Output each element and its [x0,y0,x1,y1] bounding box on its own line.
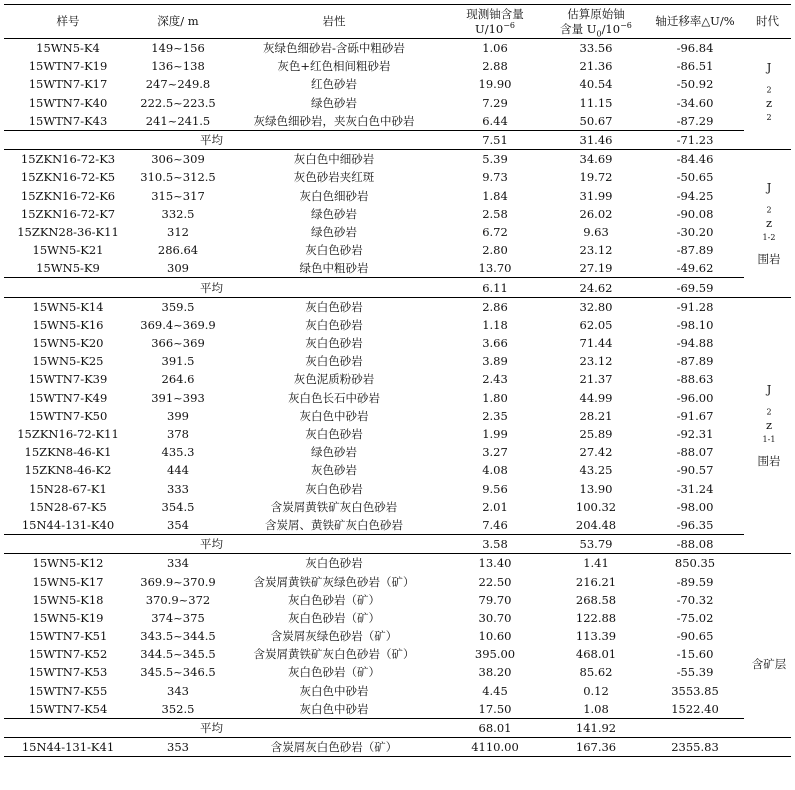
table-row [4,150,791,169]
cell-original-u: 21.37 [579,372,613,387]
cell-lithology: 灰白色长石中砂岩 [288,390,380,405]
average-row [4,718,791,737]
cell-lithology: 灰绿色细砂岩，夹灰白色中砂岩 [253,113,415,128]
cell-original-u: 62.05 [579,317,613,332]
era-suffix-text: 围岩 [757,454,781,469]
cell-original-u: 34.69 [546,150,646,169]
cell-migration-rate: 2355.83 [646,738,744,757]
header-migration-rate: 轴迁移率△U/% [646,5,744,39]
cell-lithology: 灰白色砂岩 [305,243,363,258]
header-era: 时代 [744,5,791,39]
cell-depth: 359.5 [132,297,224,316]
cell-sample: 15ZKN16-72-K6 [20,188,116,203]
cell-migration-rate: -90.08 [676,206,714,221]
cell-measured-u: 13.40 [444,554,546,573]
cell-measured-u: 2.43 [482,372,508,387]
table-row [4,259,791,278]
cell-lithology: 灰白色砂岩 [224,297,444,316]
cell-sample: 15WN5-K4 [36,41,100,56]
table-row [4,112,791,131]
era-main-text: J [766,382,772,397]
cell-migration-rate: -98.10 [676,317,714,332]
cell-migration-rate: -87.89 [676,354,714,369]
table-row [4,352,791,370]
cell-depth: 399 [167,408,189,423]
cell-lithology: 灰白色中砂岩 [299,408,369,423]
cell-depth: 345.5~346.5 [140,665,216,680]
cell-migration-rate: -31.24 [676,481,714,496]
cell-sample: 15WN5-K17 [32,574,104,589]
cell-measured-u: 7.46 [482,517,508,532]
table-row [4,75,791,93]
era-z-text: z [765,418,773,433]
cell-lithology: 含炭屑灰绿色砂岩（矿） [270,629,398,644]
era-cell [744,554,791,738]
header-original-u: 估算原始铀 含量 $U_0/10^{-6}$ [546,5,646,39]
table-row [4,389,791,407]
cell-measured-u: 1.06 [482,41,508,56]
cell-depth: 343.5~344.5 [140,629,216,644]
table-row [4,498,791,516]
cell-sample: 15ZKN16-72-K7 [20,206,116,221]
cell-lithology: 含炭屑黄铁矿灰白色砂岩（矿） [253,647,415,662]
cell-depth: 354.5 [161,499,195,514]
avg-migration-rate: -69.59 [646,278,744,297]
avg-measured-u: 68.01 [444,718,546,737]
cell-depth: 286.64 [157,243,199,258]
cell-migration-rate: -50.65 [676,170,714,185]
cell-lithology: 灰白色中砂岩 [299,683,369,698]
cell-measured-u: 2.01 [482,499,508,514]
cell-depth: 309 [167,261,189,276]
table-row [4,609,791,627]
cell-migration-rate: 850.35 [646,554,744,573]
cell-migration-rate: 3553.85 [671,683,719,698]
uranium-migration-table [4,4,791,757]
cell-original-u: 1.08 [583,701,609,716]
table-row [4,645,791,663]
cell-sample: 15WN5-K19 [32,610,104,625]
cell-original-u: 13.90 [579,481,613,496]
cell-sample: 15WTN7-K40 [28,95,108,110]
table-row [4,39,791,58]
cell-depth: 136~138 [151,59,205,74]
cell-measured-u: 1.99 [482,427,508,442]
cell-original-u: 85.62 [579,665,613,680]
table-row [4,94,791,112]
table-row [4,334,791,352]
cell-original-u: 33.56 [579,41,613,56]
cell-lithology: 灰白色砂岩 [305,336,363,351]
cell-depth: 241~241.5 [145,113,211,128]
cell-depth: 366~369 [151,336,205,351]
cell-measured-u: 10.60 [478,629,512,644]
cell-original-u: 71.44 [579,336,613,351]
table-row [4,480,791,498]
average-row [4,278,791,297]
cell-measured-u: 3.27 [482,445,508,460]
cell-measured-u: 2.88 [482,59,508,74]
cell-lithology: 灰白色砂岩（矿） [288,592,380,607]
cell-sample: 15WN5-K21 [32,243,104,258]
cell-migration-rate: -55.39 [676,665,714,680]
era-main-text: J [766,180,772,195]
cell-sample: 15WN5-K20 [32,336,104,351]
cell-original-u: 50.67 [579,113,613,128]
era-cell [744,297,791,554]
cell-original-u: 23.12 [579,354,613,369]
table-row [4,554,791,573]
cell-migration-rate: -96.00 [676,390,714,405]
table-row [4,443,791,461]
cell-lithology: 含炭屑灰白色砂岩（矿） [224,738,444,757]
avg-original-u: 24.62 [546,278,646,297]
cell-original-u: 100.32 [575,499,617,514]
avg-original-u: 53.79 [546,535,646,554]
cell-measured-u: 2.58 [482,206,508,221]
cell-original-u: 122.88 [575,610,617,625]
cell-depth: 310.5~312.5 [140,170,216,185]
table-row [4,168,791,186]
cell-lithology: 灰白色中细砂岩 [224,150,444,169]
cell-depth: 391~393 [151,390,205,405]
cell-depth: 334 [132,554,224,573]
cell-sample: 15N28-67-K1 [29,481,107,496]
cell-lithology: 灰白色砂岩（矿） [288,610,380,625]
table-row [4,241,791,259]
cell-measured-u: 9.56 [482,481,508,496]
cell-measured-u: 395.00 [474,647,516,662]
avg-measured-u: 7.51 [444,130,546,149]
cell-migration-rate: -87.29 [676,113,714,128]
cell-original-u: 27.42 [579,445,613,460]
average-label: 平均 [4,278,444,297]
cell-original-u: 167.36 [546,738,646,757]
cell-migration-rate: -30.20 [676,224,714,239]
table-row [4,700,791,719]
cell-sample: 15WTN7-K55 [28,683,108,698]
era-label [744,178,791,268]
table-row [4,572,791,590]
cell-measured-u: 2.86 [444,297,546,316]
cell-depth: 222.5~223.5 [140,95,216,110]
table-row [4,297,791,316]
cell-lithology: 绿色砂岩 [311,224,357,239]
era-sub-text: 2 [766,205,772,215]
cell-original-u: 216.21 [575,574,617,589]
cell-migration-rate: -34.60 [676,95,714,110]
cell-sample: 15N44-131-K40 [21,517,115,532]
cell-measured-u: 22.50 [478,574,512,589]
era-z-text: z [765,96,773,111]
cell-sample: 15WTN7-K53 [28,665,108,680]
cell-lithology: 含炭屑黄铁矿灰白色砂岩 [270,499,398,514]
cell-lithology: 灰色砂岩夹红斑 [293,170,375,185]
cell-migration-rate: -96.84 [676,41,714,56]
cell-measured-u: 2.35 [482,408,508,423]
table-row [4,57,791,75]
average-row [4,535,791,554]
cell-lithology: 红色砂岩 [311,77,357,92]
cell-depth: 378 [167,427,189,442]
header-measured-u: 现测铀含量 $U/10^{-6}$ [444,5,546,39]
cell-depth: 333 [167,481,189,496]
cell-measured-u: 13.70 [478,261,512,276]
cell-lithology: 灰绿色细砂岩-含砾中粗砂岩 [263,41,405,56]
era-sup-text: 1-2 [762,233,776,243]
cell-depth: 354 [167,517,189,532]
cell-original-u: 40.54 [579,77,613,92]
cell-lithology: 灰色+红色相间粗砂岩 [277,59,391,74]
cell-measured-u: 79.70 [478,592,512,607]
cell-migration-rate: -75.02 [676,610,714,625]
table-row [4,516,791,535]
cell-measured-u: 5.39 [444,150,546,169]
table-row [4,461,791,479]
cell-lithology: 含炭屑、黄铁矿灰白色砂岩 [265,517,403,532]
cell-migration-rate: -84.46 [646,150,744,169]
cell-migration-rate: -91.28 [646,297,744,316]
table-row [4,682,791,700]
cell-depth: 306~309 [132,150,224,169]
era-suffix-text: 含矿层 [751,656,787,671]
cell-depth: 374~375 [151,610,205,625]
cell-migration-rate: -89.59 [676,574,714,589]
table-row [4,205,791,223]
cell-sample: 15WTN7-K43 [28,113,108,128]
cell-measured-u: 4110.00 [444,738,546,757]
cell-migration-rate: -88.63 [676,372,714,387]
cell-original-u: 21.36 [579,59,613,74]
table-row [4,425,791,443]
average-row [4,130,791,149]
cell-sample: 15WN5-K14 [4,297,132,316]
cell-lithology: 绿色砂岩 [311,206,357,221]
cell-measured-u: 4.08 [482,463,508,478]
cell-measured-u: 3.89 [482,354,508,369]
cell-original-u: 25.89 [579,427,613,442]
cell-migration-rate: -70.32 [676,592,714,607]
cell-sample: 15WN5-K25 [32,354,104,369]
cell-sample: 15WTN7-K50 [28,408,108,423]
cell-original-u: 19.72 [579,170,613,185]
cell-sample: 15WTN7-K49 [28,390,108,405]
era-sup-text: 1-1 [762,435,776,445]
avg-migration-rate: -88.08 [646,535,744,554]
cell-lithology: 绿色中粗砂岩 [299,261,369,276]
cell-measured-u: 9.73 [482,170,508,185]
cell-original-u: 11.15 [579,95,613,110]
cell-original-u: 32.80 [546,297,646,316]
cell-sample: 15WN5-K18 [32,592,104,607]
avg-measured-u: 6.11 [444,278,546,297]
avg-original-u: 31.46 [546,130,646,149]
cell-measured-u: 17.50 [478,701,512,716]
cell-original-u: 268.58 [575,592,617,607]
cell-depth: 343 [167,683,189,698]
cell-sample: 15ZKN16-72-K11 [17,427,119,442]
cell-lithology: 灰白色砂岩 [305,481,363,496]
cell-sample: 15ZKN16-72-K3 [4,150,132,169]
cell-migration-rate: -91.67 [676,408,714,423]
cell-lithology: 绿色砂岩 [311,445,357,460]
cell-sample: 15WN5-K9 [36,261,100,276]
average-label: 平均 [4,718,444,737]
era-label [744,58,791,130]
cell-lithology: 灰白色中砂岩 [299,701,369,716]
cell-original-u: 28.21 [579,408,613,423]
table-row [4,591,791,609]
cell-measured-u: 30.70 [478,610,512,625]
era-sub-text: 2 [766,407,772,417]
average-label: 平均 [4,130,444,149]
table-row [4,407,791,425]
cell-original-u: 44.99 [579,390,613,405]
cell-original-u: 0.12 [583,683,609,698]
cell-sample: 15ZKN16-72-K5 [20,170,116,185]
era-main-text: J [766,60,772,75]
cell-original-u: 43.25 [579,463,613,478]
cell-migration-rate: -90.57 [676,463,714,478]
cell-lithology: 灰白色砂岩 [305,427,363,442]
avg-migration-rate [646,718,744,737]
cell-migration-rate: -15.60 [676,647,714,662]
avg-measured-u: 3.58 [444,535,546,554]
cell-measured-u: 2.80 [482,243,508,258]
cell-original-u: 9.63 [583,224,609,239]
era-cell [744,150,791,298]
cell-migration-rate: 1522.40 [671,701,719,716]
table-row-final [4,738,791,757]
cell-sample: 15N44-131-K41 [4,738,132,757]
cell-original-u: 23.12 [579,243,613,258]
cell-measured-u: 19.90 [478,77,512,92]
cell-depth: 435.3 [161,445,195,460]
era-suffix-text: 围岩 [757,252,781,267]
cell-migration-rate: -88.07 [676,445,714,460]
cell-measured-u: 1.84 [482,188,508,203]
cell-sample: 15ZKN8-46-K2 [24,463,112,478]
cell-depth: 369.4~369.9 [140,317,216,332]
era-z-text: z [765,216,773,231]
cell-migration-rate: -87.89 [676,243,714,258]
cell-migration-rate: -96.35 [676,517,714,532]
cell-measured-u: 6.72 [482,224,508,239]
cell-original-u: 26.02 [579,206,613,221]
table-row [4,316,791,334]
cell-sample: 15WN5-K16 [32,317,104,332]
cell-sample: 15ZKN28-36-K11 [17,224,119,239]
cell-migration-rate: -98.00 [676,499,714,514]
avg-original-u: 141.92 [546,718,646,737]
cell-measured-u: 1.18 [482,317,508,332]
era-cell-empty [744,738,791,757]
era-label [744,380,791,470]
table-row [4,663,791,681]
cell-depth: 247~249.8 [145,77,211,92]
cell-lithology: 绿色砂岩 [311,95,357,110]
cell-depth: 353 [132,738,224,757]
avg-migration-rate: -71.23 [646,130,744,149]
cell-original-u: 27.19 [579,261,613,276]
cell-measured-u: 3.66 [482,336,508,351]
cell-migration-rate: -50.92 [676,77,714,92]
cell-lithology: 灰白色细砂岩 [299,188,369,203]
cell-depth: 312 [167,224,189,239]
average-label: 平均 [4,535,444,554]
cell-original-u: 204.48 [575,517,617,532]
cell-depth: 332.5 [161,206,195,221]
cell-depth: 352.5 [161,701,195,716]
cell-migration-rate: -92.31 [676,427,714,442]
cell-migration-rate: -94.25 [676,188,714,203]
cell-sample: 15WTN7-K39 [28,372,108,387]
cell-sample: 15WTN7-K54 [28,701,108,716]
header-lithology: 岩性 [224,5,444,39]
cell-depth: 344.5~345.5 [140,647,216,662]
cell-migration-rate: -90.65 [676,629,714,644]
cell-original-u: 113.39 [575,629,617,644]
table-row [4,627,791,645]
header-row [4,5,791,39]
cell-sample: 15WTN7-K52 [28,647,108,662]
cell-migration-rate: -94.88 [676,336,714,351]
cell-measured-u: 38.20 [478,665,512,680]
cell-depth: 369.9~370.9 [140,574,216,589]
cell-sample: 15WTN7-K19 [28,59,108,74]
cell-original-u: 1.41 [546,554,646,573]
table-row [4,223,791,241]
cell-lithology: 灰色砂岩 [311,463,357,478]
cell-lithology: 灰白色砂岩 [224,554,444,573]
cell-depth: 391.5 [161,354,195,369]
cell-measured-u: 1.80 [482,390,508,405]
header-sample: 样号 [4,5,132,39]
cell-lithology: 灰色泥质粉砂岩 [293,372,375,387]
cell-depth: 370.9~372 [145,592,211,607]
cell-measured-u: 4.45 [482,683,508,698]
cell-measured-u: 6.44 [482,113,508,128]
cell-depth: 315~317 [151,188,205,203]
cell-depth: 149~156 [151,41,205,56]
table-row [4,370,791,388]
cell-lithology: 灰白色砂岩 [305,354,363,369]
era-sub-text: 2 [766,85,772,95]
cell-lithology: 灰白色砂岩 [305,317,363,332]
cell-lithology: 含炭屑黄铁矿灰绿色砂岩（矿） [253,574,415,589]
table-row [4,187,791,205]
era-cell [744,39,791,150]
cell-depth: 264.6 [161,372,195,387]
cell-original-u: 31.99 [579,188,613,203]
cell-sample: 15WTN7-K51 [28,629,108,644]
cell-migration-rate: -86.51 [676,59,714,74]
cell-depth: 444 [167,463,189,478]
era-label [744,619,791,673]
cell-sample: 15ZKN8-46-K1 [24,445,112,460]
cell-sample: 15WN5-K12 [4,554,132,573]
cell-lithology: 灰白色砂岩（矿） [288,665,380,680]
cell-original-u: 468.01 [575,647,617,662]
cell-sample: 15N28-67-K5 [29,499,107,514]
cell-sample: 15WTN7-K17 [28,77,108,92]
era-sup-text: 2 [766,113,772,123]
cell-measured-u: 7.29 [482,95,508,110]
cell-migration-rate: -49.62 [676,261,714,276]
header-depth: 深度/ m [132,5,224,39]
